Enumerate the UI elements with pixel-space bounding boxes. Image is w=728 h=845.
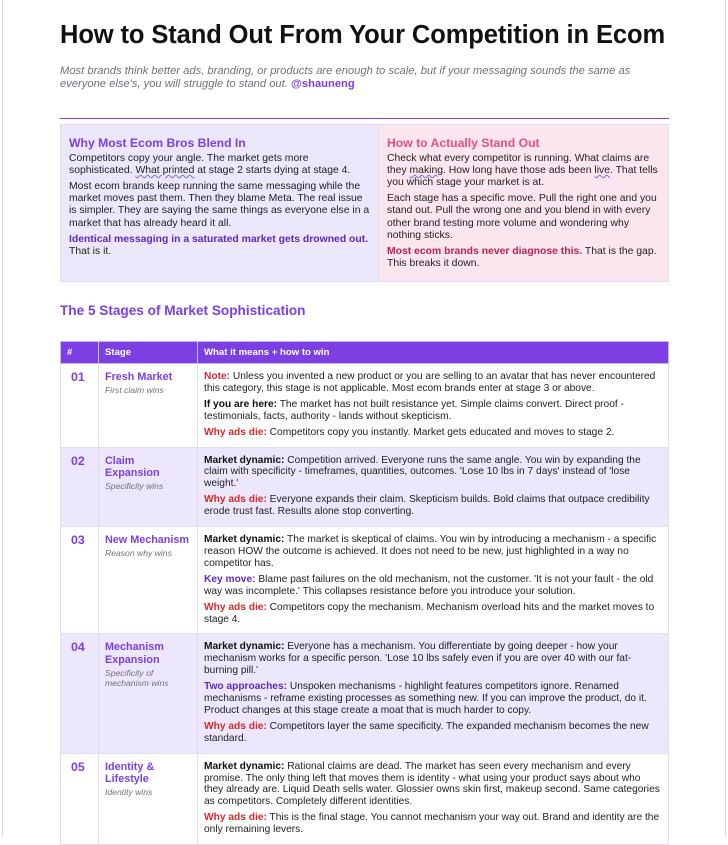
row-stage-cell: [99, 527, 198, 634]
stand-out-box: [379, 125, 668, 281]
page-subtitle: [60, 65, 660, 91]
desc-text: Rational claims are dead. The market has seen every mechanism and every promise. The only thing left that moves them is identity - what using your product says about who they already are. Liquid Death sells water. Glossier owns skin first, makeup second. Same categories as competitors. Completely different identities.: [204, 760, 660, 808]
page-edge-right: [725, 0, 726, 837]
stage-subtitle: First claim wins: [105, 384, 164, 395]
stage-name: Fresh Market: [105, 371, 173, 383]
desc-label: Why ads die:: [204, 494, 267, 506]
desc-line: [204, 534, 662, 570]
stand-out-p3-rest: That is the gap. This breaks it down.: [387, 245, 657, 269]
row-description-cell: [198, 753, 669, 844]
desc-label: Why ads die:: [204, 812, 267, 824]
callout-boxes: [60, 124, 669, 282]
desc-line: [204, 812, 662, 836]
row-number-cell: [61, 753, 99, 844]
stand-out-paragraph-2: Each stage has a specific move. Pull the right one and you stand out. Pull the wrong one and you blend in with every other brand testing more volume and wondering why nothing sticks.: [387, 193, 657, 241]
stage-subtitle: Specificity of mechanism wins: [105, 667, 169, 688]
row-stage-cell: [99, 364, 198, 448]
stage-name: Claim Expansion: [105, 454, 160, 480]
desc-line: [204, 427, 662, 439]
table-row: [61, 364, 669, 448]
row-stage-cell: [99, 447, 198, 527]
desc-label: Key move:: [204, 573, 256, 585]
desc-text: Competition arrived. Everyone runs the same angle. You win by expanding the claim with specificity - timeframes, quantities, outcomes. 'Lose 10 lbs in 7 days' instead of 'lose weight.': [204, 454, 641, 490]
blend-in-p1-part-c: at stage 2 starts dying at stage 4.: [194, 165, 351, 177]
stand-out-p1-underlined-2: live: [594, 165, 610, 177]
stand-out-p1-underlined-1: making: [409, 165, 444, 177]
desc-label: Note:: [204, 371, 231, 382]
desc-line: [204, 641, 662, 677]
desc-text: The market has not built resistance yet. Simple claims convert. Direct proof - testimonials, facts, authority - lands without skepticism.: [204, 398, 624, 422]
section-title: The 5 Stages of Market Sophistication: [60, 303, 306, 318]
desc-line: [204, 721, 662, 745]
desc-label: Market dynamic:: [204, 454, 285, 466]
table-row: [61, 447, 669, 527]
row-description-cell: [198, 634, 669, 753]
header-description: What it means + how to win: [198, 342, 669, 364]
desc-text: Competitors layer the same specificity. The expanded mechanism becomes the new standard.: [204, 720, 649, 744]
blend-in-paragraph-3: [69, 234, 370, 258]
blend-in-paragraph-1: [69, 153, 370, 177]
header-number: #: [61, 342, 99, 364]
stand-out-paragraph-1: [387, 153, 660, 189]
desc-line: [204, 494, 662, 518]
desc-label: Market dynamic:: [204, 534, 285, 546]
desc-label: Market dynamic:: [204, 641, 285, 653]
row-number-cell: [61, 527, 99, 634]
stage-subtitle: Specificity wins: [105, 480, 164, 491]
table-row: [61, 527, 669, 634]
stage-subtitle: Identity wins: [105, 786, 153, 797]
stage-subtitle: Reason why wins: [105, 547, 172, 558]
row-number-cell: [61, 447, 99, 527]
desc-text: Unless you invented a new product or you are selling to an avatar that has never encountered this category, this stage is not applicable. Most ecom brands enter at stage 3 or above.: [204, 371, 656, 394]
desc-text: The market is skeptical of claims. You win by introducing a mechanism - a specific reason HOW the outcome is achieved. It does not need to be new, just highlighted in a way no competitor has.: [204, 534, 657, 569]
desc-text: Everyone has a mechanism. You differentiate by going deeper - how your mechanism works for a specific person. 'Lose 10 lbs safely even if you are over 40 with our fat-burning pill.': [204, 641, 632, 677]
desc-text: Blame past failures on the old mechanism, not the customer. 'It is not your fault - the old way was incomplete.' This collapses resistance before you introduce your solution.: [204, 573, 654, 597]
desc-line: [204, 681, 662, 717]
page-edge-left: [2, 0, 3, 837]
stand-out-paragraph-3: [387, 246, 660, 270]
stage-name: Identity & Lifestyle: [105, 760, 155, 786]
table-row: [61, 634, 669, 753]
row-number-cell: [61, 364, 99, 448]
stage-number: 05: [71, 759, 85, 774]
row-description-cell: [198, 364, 669, 448]
blend-in-p3-rest: That is it.: [69, 245, 112, 257]
subtitle-text: Most brands think better ads, branding, or products are enough to scale, but if your messaging sounds the same as everyone else's, you will struggle to stand out.: [60, 65, 631, 90]
blend-in-heading: Why Most Ecom Bros Blend In: [69, 136, 246, 150]
row-stage-cell: [99, 634, 198, 753]
desc-line: [204, 399, 662, 423]
row-description-cell: [198, 527, 669, 634]
desc-label: If you are here:: [204, 398, 278, 410]
desc-line: [204, 574, 662, 598]
stand-out-p1-part-e: . That tells you which stage your market is at.: [387, 165, 658, 189]
row-number-cell: [61, 634, 99, 753]
desc-label: Why ads die:: [204, 601, 267, 613]
blend-in-emphasis: Identical messaging in a saturated market gets drowned out.: [69, 233, 369, 245]
divider-line: [60, 118, 669, 119]
stand-out-p1-part-a: Check what every competitor is running. What claims are they: [387, 153, 650, 177]
author-handle-link[interactable]: @shauneng: [290, 78, 355, 90]
blend-in-box: [61, 125, 379, 281]
table-row: [61, 753, 669, 844]
blend-in-p1-underlined: What printed: [135, 165, 195, 177]
desc-text: Competitors copy you instantly. Market gets educated and moves to stage 2.: [266, 426, 615, 438]
page-title: How to Stand Out From Your Competition in Ecom: [60, 21, 666, 49]
desc-label: Two approaches:: [204, 681, 288, 693]
desc-line: [204, 371, 662, 395]
desc-line: [204, 455, 662, 491]
desc-text: Everyone expands their claim. Skepticism builds. Bold claims that outpace credibility erode trust fast. Results alone stop converting.: [204, 494, 650, 518]
stand-out-heading: How to Actually Stand Out: [387, 136, 540, 150]
stage-number: 03: [71, 533, 85, 548]
desc-text: Unspoken mechanisms - highlight features competitors ignore. Renamed mechanisms - reframe existing processes as something new. If you can improve the product, do it. Product changes at this stage create a moat that is much harder to copy.: [204, 681, 647, 716]
stages-table: [60, 341, 669, 845]
stage-number: 04: [71, 640, 85, 655]
desc-text: This is the final stage. You cannot mechanism your way out. Brand and identity are the only remaining levers.: [204, 812, 660, 836]
blend-in-p1-part-a: Competitors copy your angle. The market gets more sophisticated.: [69, 153, 309, 177]
stage-name: New Mechanism: [105, 534, 190, 547]
desc-text: Competitors copy the mechanism. Mechanism overload hits and the market moves to stage 4.: [204, 601, 655, 625]
desc-label: Why ads die:: [204, 720, 267, 732]
row-description-cell: [198, 447, 669, 527]
table-header-row: [61, 342, 669, 364]
stage-number: 01: [71, 370, 85, 384]
header-stage: Stage: [99, 342, 198, 364]
stage-number: 02: [71, 453, 85, 468]
desc-line: [204, 761, 662, 809]
stage-name: Mechanism Expansion: [105, 641, 164, 666]
desc-label: Why ads die:: [204, 426, 267, 438]
row-stage-cell: [99, 753, 198, 844]
stand-out-emphasis: Most ecom brands never diagnose this.: [387, 245, 583, 257]
desc-line: [204, 602, 662, 626]
blend-in-paragraph-2: Most ecom brands keep running the same messaging while the market moves past them. Then they blame Meta. The real issue is simpler. They are saying the same things as everyone else in a market that has already heard it all.: [69, 181, 370, 229]
desc-label: Market dynamic:: [204, 760, 285, 772]
stand-out-p1-part-c: . How long have those ads been: [443, 165, 595, 177]
